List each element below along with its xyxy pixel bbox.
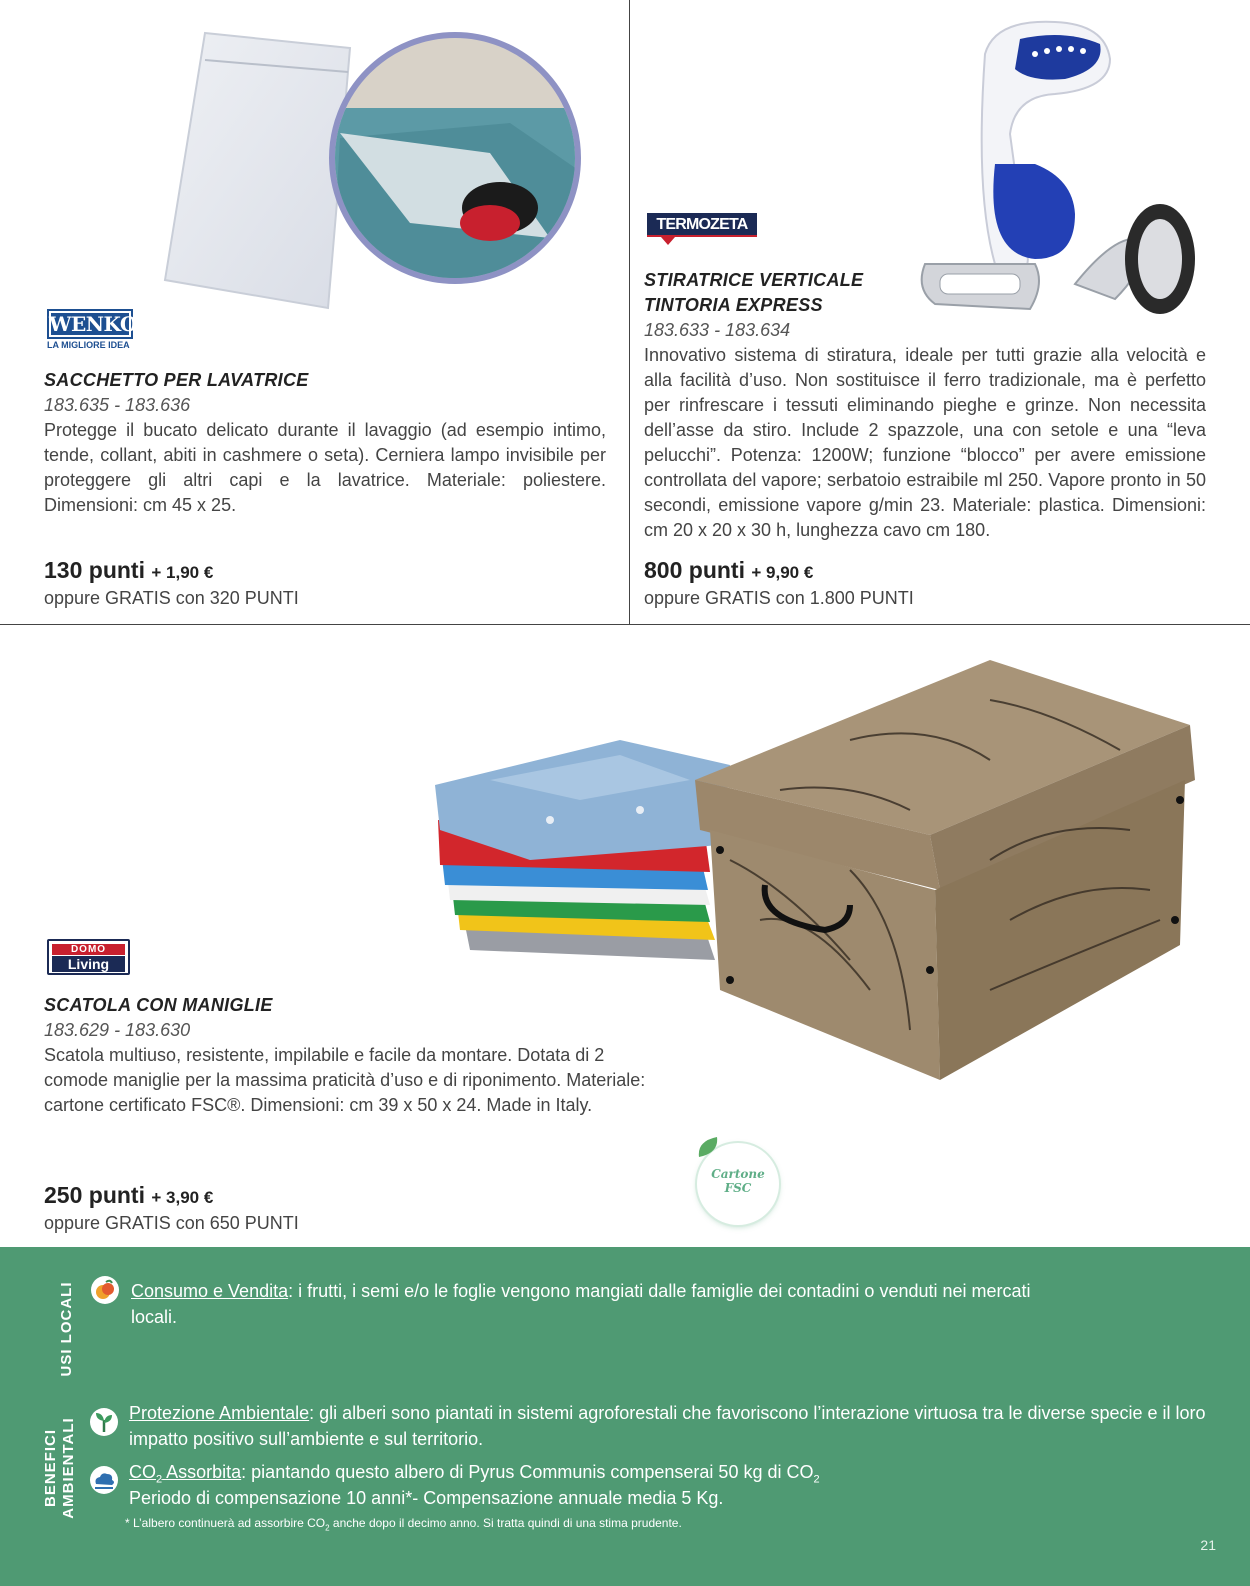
protezione-body: : gli alberi sono piantati in sistemi agroforestali che favoriscono l’interazione virtuosa tra le diverse specie e il loro impatto positivo sull’ambiente e sul territorio. (129, 1403, 1206, 1449)
usi-locali-label: USI LOCALI (58, 1281, 75, 1377)
fruit-icon (91, 1276, 119, 1304)
product-title: SACCHETTO PER LAVATRICE (44, 370, 309, 390)
laundry-bag-image (160, 28, 590, 318)
folded-shirts (435, 740, 730, 960)
protezione-ambientale-text (129, 1400, 1209, 1452)
co2-period-text: Periodo di compensazione 10 anni*- Compensazione annuale media 5 Kg. (129, 1488, 724, 1508)
product-free-option: oppure GRATIS con 320 PUNTI (44, 588, 299, 608)
price-extra: + 9,90 € (751, 563, 814, 582)
price-extra: + 3,90 € (151, 1188, 214, 1207)
footnote-b: anche dopo il decimo anno. Si tratta quindi di una stima prudente. (329, 1516, 682, 1530)
co2-title-a: CO (129, 1462, 156, 1482)
storage-box-image (430, 660, 1220, 1100)
wenko-tagline: LA MIGLIORE IDEA (47, 340, 130, 350)
domo-logo-bottom: Living (52, 956, 125, 972)
garment-steamer-image (915, 14, 1215, 334)
protezione-title: Protezione Ambientale (129, 1403, 310, 1423)
price-points: 800 punti (644, 557, 745, 583)
product-codes: 183.635 - 183.636 (44, 395, 191, 415)
co2-title-sub: 2 (156, 1473, 163, 1486)
co2-body-sub: 2 (813, 1473, 820, 1486)
product-price (44, 1181, 213, 1212)
footnote-sub: 2 (325, 1523, 330, 1533)
termozeta-logo-arrow (661, 237, 675, 245)
termozeta-logo: TERMOZETA (647, 213, 757, 237)
consumo-vendita-text (131, 1278, 1031, 1330)
cloud-co2-icon (90, 1466, 118, 1494)
price-points: 130 punti (44, 557, 145, 583)
co2-title-b: Assorbita (162, 1462, 242, 1482)
wenko-logo: WENKO (47, 309, 133, 339)
price-extra: + 1,90 € (151, 563, 214, 582)
horizontal-divider (0, 624, 1250, 625)
benefici-label-line2: AMBIENTALI (60, 1417, 77, 1519)
footnote-a: * L’albero continuerà ad assorbire CO (125, 1516, 326, 1530)
badge-line1: Cartone (711, 1167, 765, 1181)
leaf-icon (695, 1135, 723, 1161)
cardboard-box (695, 660, 1195, 1080)
product-description: Scatola multiuso, resistente, impilabile e facile da montare. Dotata di 2 comode maniglie per la massima praticità d’uso e di riponimento. Materiale: cartone certificato FSC®. Dimensioni: cm 39 x 50 x 24. Made in Italy. (44, 1045, 646, 1115)
product-description: Protegge il bucato delicato durante il lavaggio (ad esempio intimo, tende, collant, abiti in cashmere o seta). Cerniera lampo invisibile per proteggere gli altri capi e la lavatrice. Materiale: poliestere. Dimensioni: cm 45 x 25. (44, 420, 606, 515)
sprout-icon (90, 1408, 118, 1436)
co2-body: : piantando questo albero di Pyrus Communis compenserai 50 kg di CO (241, 1462, 814, 1482)
product-title-line2: TINTORIA EXPRESS (644, 295, 823, 315)
product-codes: 183.629 - 183.630 (44, 1020, 191, 1040)
vertical-divider (629, 0, 630, 624)
consumo-body: : i frutti, i semi e/o le foglie vengono mangiati dalle famiglie dei contadini o venduti nei mercati locali. (131, 1281, 1031, 1327)
badge-line2: FSC (724, 1181, 752, 1195)
product-title-line1: STIRATRICE VERTICALE (644, 270, 864, 290)
benefici-label-line1: BENEFICI (42, 1429, 59, 1508)
price-points: 250 punti (44, 1182, 145, 1208)
product-codes: 183.633 - 183.634 (644, 320, 791, 340)
consumo-title: Consumo e Vendita (131, 1281, 289, 1301)
product-free-option: oppure GRATIS con 650 PUNTI (44, 1213, 299, 1233)
domo-logo-top: DOMO (52, 944, 125, 955)
domo-living-logo (47, 939, 130, 975)
product-free-option: oppure GRATIS con 1.800 PUNTI (644, 588, 914, 608)
product-price (44, 556, 213, 587)
fsc-cardboard-badge (697, 1143, 779, 1225)
product-price (644, 556, 813, 587)
product-description: Innovativo sistema di stiratura, ideale per tutti grazie alla velocità e alla facilità d’uso. Non sostituisce il ferro tradizionale, ma è perfetto per rinfrescare i tessuti eliminando pieghe e grinze. Non necessita dell’asse da stiro. Include 2 spazzole, una con setole e una “leva pelucchi”. Potenza: 1200W; funzione “blocco” per avere emissione controllata del vapore; serbatoio estraibile ml 250. Vapore pronto in 50 secondi, emissione vapore g/min 23. Materiale: plastica. Dimensioni: cm 20 x 20 x 30 h, lunghezza cavo cm 180. (644, 345, 1206, 540)
product-title: SCATOLA CON MANIGLIE (44, 995, 273, 1015)
footnote (125, 1516, 682, 1532)
page-number: 21 (1200, 1537, 1216, 1553)
